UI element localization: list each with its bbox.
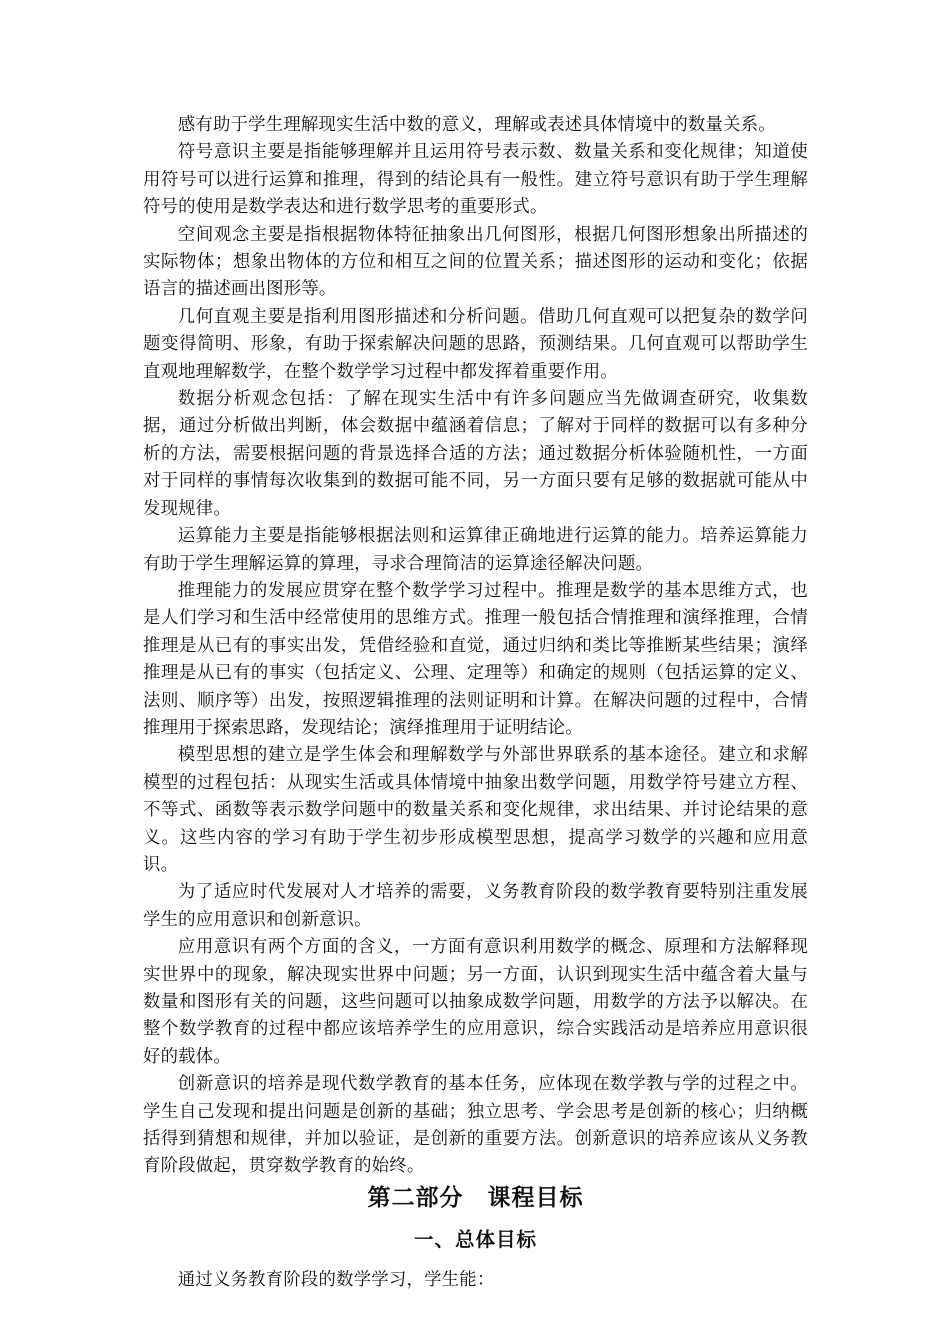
- paragraph-application-awareness: 应用意识有两个方面的含义，一方面有意识利用数学的概念、原理和方法解释现实世界中的现象，解决现实世界中问题；另一方面，认识到现实生活中蕴含着大量与数量和图形有关的问题，这些问题可以抽象成数学问题，用数学的方法予以解决。在整个数学教育的过程中都应该培养学生的应用意识，综合实践活动是培养应用意识很好的载体。: [143, 937, 808, 1067]
- section-title: 一、总体目标: [413, 1227, 537, 1251]
- part-title: 第二部分 课程目标: [367, 1184, 584, 1211]
- paragraph-computation-ability: 运算能力主要是指能够根据法则和运算律正确地进行运算的能力。培养运算能力有助于学生理解运算的算理，寻求合理简洁的运算途径解决问题。: [143, 526, 808, 574]
- paragraph-reasoning-ability: 推理能力的发展应贯穿在整个数学学习过程中。推理是数学的基本思维方式，也是人们学习和生活中经常使用的思维方式。推理一般包括合情推理和演绎推理，合情推理是从已有的事实出发，凭借经验和直觉，通过归纳和类比等推断某些结果；演绎推理是从已有的事实（包括定义、公理、定理等）和确定的规则（包括运算的定义、法则、顺序等）出发，按照逻辑推理的法则证明和计算。在解决问题的过程中，合情推理用于探索思路，发现结论；演绎推理用于证明结论。: [143, 580, 808, 738]
- paragraph-symbol-sense: 符号意识主要是指能够理解并且运用符号表示数、数量关系和变化规律；知道使用符号可以进行运算和推理，得到的结论具有一般性。建立符号意识有助于学生理解符号的使用是数学表达和进行数学思考的重要形式。: [143, 142, 808, 218]
- paragraph-model-thinking: 模型思想的建立是学生体会和理解数学与外部世界联系的基本途径。建立和求解模型的过程包括：从现实生活或具体情境中抽象出数学问题，用数学符号建立方程、不等式、函数等表示数学问题中的数量关系和变化规律，求出结果、并讨论结果的意义。这些内容的学习有助于学生初步形成模型思想，提高学习数学的兴趣和应用意识。: [143, 745, 808, 875]
- paragraph-data-analysis: 数据分析观念包括：了解在现实生活中有许多问题应当先做调查研究，收集数据，通过分析做出判断，体会数据中蕴涵着信息；了解对于同样的数据可以有多种分析的方法，需要根据问题的背景选择合适的方法；通过数据分析体验随机性，一方面对于同样的事情每次收集到的数据可能不同，另一方面只要有足够的数据就可能从中发现规律。: [143, 389, 808, 519]
- paragraph-overall-goal-intro: 通过义务教育阶段的数学学习，学生能：: [177, 1269, 495, 1290]
- paragraph-innovation-awareness: 创新意识的培养是现代数学教育的基本任务，应体现在数学教与学的过程之中。学生自己发现和提出问题是创新的基础；独立思考、学会思考是创新的核心；归纳概括得到猜想和规律，并加以验证，是创新的重要方法。创新意识的培养应该从义务教育阶段做起，贯穿数学教育的始终。: [143, 1074, 808, 1177]
- paragraph-number-sense-end: 感有助于学生理解现实生活中数的意义，理解或表述具体情境中的数量关系。: [177, 115, 776, 135]
- paragraph-spatial-concept: 空间观念主要是指根据物体特征抽象出几何图形，根据几何图形想象出所描述的实际物体；想象出物体的方位和相互之间的位置关系；描述图形的运动和变化；依据语言的描述画出图形等。: [143, 224, 808, 300]
- paragraph-application-innovation: 为了适应时代发展对人才培养的需要，义务教育阶段的数学教育要特别注重发展学生的应用意识和创新意识。: [143, 882, 808, 930]
- document-page: [143, 112, 808, 1294]
- paragraph-geometric-intuition: 几何直观主要是指利用图形描述和分析问题。借助几何直观可以把复杂的数学问题变得简明、形象，有助于探索解决问题的思路，预测结果。几何直观可以帮助学生直观地理解数学，在整个数学学习过程中都发挥着重要作用。: [143, 306, 808, 382]
